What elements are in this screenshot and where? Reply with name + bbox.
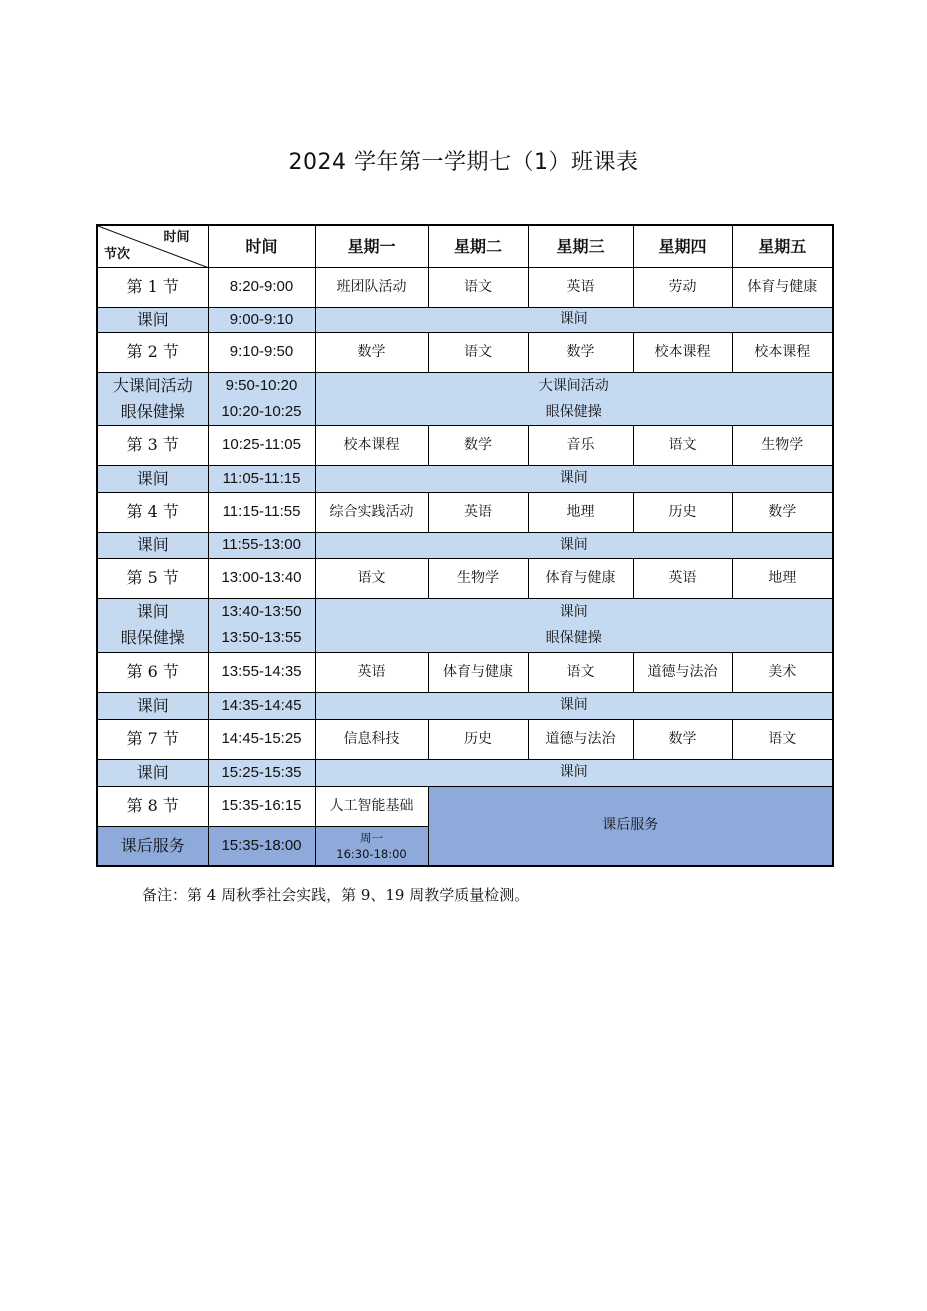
subject-cell: 英语: [633, 558, 732, 598]
timetable: [96, 224, 834, 867]
break-time: 11:55-13:00: [208, 532, 315, 558]
break-text: 课间: [315, 307, 833, 332]
footnote: 备注：第 4 周秋季社会实践，第 9、19 周教学质量检测。: [142, 886, 530, 904]
header-day: 星期二: [428, 225, 528, 267]
eye-break-label: [97, 598, 208, 652]
break-row: [97, 759, 833, 786]
subject-cell: 人工智能基础: [315, 786, 428, 826]
period-row: [97, 492, 833, 532]
after-school-time: 15:35-18:00: [208, 826, 315, 866]
break-row: [97, 532, 833, 558]
subject-cell: 历史: [633, 492, 732, 532]
subject-cell: 美术: [732, 652, 833, 692]
break-label: 课间: [97, 532, 208, 558]
period-row: [97, 652, 833, 692]
period-label: 第 8 节: [97, 786, 208, 826]
period-row: [97, 558, 833, 598]
subject-cell: 体育与健康: [428, 652, 528, 692]
subject-cell: 地理: [528, 492, 633, 532]
period-time: 10:25-11:05: [208, 425, 315, 465]
big-break-label-2: 眼保健操: [120, 401, 185, 421]
corner-cell: [97, 225, 208, 267]
break-label: 课间: [97, 759, 208, 786]
period-time: 14:45-15:25: [208, 719, 315, 759]
subject-cell: 数学: [315, 332, 428, 372]
period-time: 9:10-9:50: [208, 332, 315, 372]
big-break-text-1: 大课间活动: [538, 377, 609, 394]
subject-cell: 校本课程: [633, 332, 732, 372]
big-break-time-2: 10:20-10:25: [221, 402, 302, 420]
subject-cell: 体育与健康: [732, 267, 833, 307]
subject-cell: 生物学: [428, 558, 528, 598]
period-label: 第 6 节: [97, 652, 208, 692]
corner-period-label: 节次: [104, 246, 131, 262]
break-time: 15:25-15:35: [208, 759, 315, 786]
subject-cell: 历史: [428, 719, 528, 759]
big-break-time: [208, 372, 315, 425]
subject-cell: 语文: [428, 332, 528, 372]
subject-cell: 信息科技: [315, 719, 428, 759]
big-break-label-1: 大课间活动: [112, 375, 193, 395]
subject-cell: 数学: [528, 332, 633, 372]
subject-cell: 道德与法治: [633, 652, 732, 692]
after-school-label: 课后服务: [97, 826, 208, 866]
period-row: [97, 719, 833, 759]
subject-cell: 语文: [633, 425, 732, 465]
break-time: 11:05-11:15: [208, 465, 315, 492]
period-label: 第 4 节: [97, 492, 208, 532]
subject-cell: 道德与法治: [528, 719, 633, 759]
eye-break-time-1: 13:40-13:50: [221, 603, 302, 620]
break-label: 课间: [97, 692, 208, 719]
subject-cell: 体育与健康: [528, 558, 633, 598]
header-day: 星期一: [315, 225, 428, 267]
subject-cell: 数学: [428, 425, 528, 465]
after-school-monday: [315, 826, 428, 866]
subject-cell: 劳动: [633, 267, 732, 307]
subject-cell: 数学: [633, 719, 732, 759]
after-school-monday-day: 周一: [360, 830, 383, 845]
period-label: 第 5 节: [97, 558, 208, 598]
period-row: [97, 425, 833, 465]
subject-cell: 校本课程: [732, 332, 833, 372]
break-text: 课间: [315, 465, 833, 492]
eye-break-label-1: 课间: [136, 602, 169, 621]
period-label: 第 7 节: [97, 719, 208, 759]
period-label: 第 3 节: [97, 425, 208, 465]
corner-time-label: 时间: [163, 230, 190, 245]
subject-cell: 英语: [428, 492, 528, 532]
eye-break-text-2: 眼保健操: [545, 630, 602, 646]
break-text: 课间: [315, 532, 833, 558]
header-day: 星期五: [732, 225, 833, 267]
subject-cell: 语文: [732, 719, 833, 759]
period-time: 11:15-11:55: [208, 492, 315, 532]
subject-cell: 语文: [315, 558, 428, 598]
header-day: 星期三: [528, 225, 633, 267]
header-row: [97, 225, 833, 267]
subject-cell: 语文: [428, 267, 528, 307]
subject-cell: 地理: [732, 558, 833, 598]
big-break-text: [315, 372, 833, 425]
break-time: 14:35-14:45: [208, 692, 315, 719]
subject-cell: 英语: [528, 267, 633, 307]
period-label: 第 2 节: [97, 332, 208, 372]
period-time: 13:00-13:40: [208, 558, 315, 598]
break-time: 9:00-9:10: [208, 307, 315, 332]
break-label: 课间: [97, 465, 208, 492]
break-text: 课间: [315, 692, 833, 719]
header-time: 时间: [208, 225, 315, 267]
subject-cell: 综合实践活动: [315, 492, 428, 532]
period-time: 15:35-16:15: [208, 786, 315, 826]
period-row: [97, 267, 833, 307]
eye-exercise-row: [97, 598, 833, 652]
subject-cell: 班团队活动: [315, 267, 428, 307]
eye-break-time: [208, 598, 315, 652]
after-school-service-cell: 课后服务: [428, 786, 833, 866]
break-label: 课间: [97, 307, 208, 332]
eye-break-text: [315, 598, 833, 652]
subject-cell: 生物学: [732, 425, 833, 465]
big-break-text-2: 眼保健操: [545, 403, 602, 420]
break-text: 课间: [315, 759, 833, 786]
break-row: [97, 692, 833, 719]
big-break-row: [97, 372, 833, 425]
subject-cell: 校本课程: [315, 425, 428, 465]
period-label: 第 1 节: [97, 267, 208, 307]
period-time: 13:55-14:35: [208, 652, 315, 692]
subject-cell: 数学: [732, 492, 833, 532]
after-school-monday-time: 16:30-18:00: [336, 846, 407, 861]
eye-break-text-1: 课间: [559, 604, 588, 620]
subject-cell: 语文: [528, 652, 633, 692]
page-title: 2024 学年第一学期七（1）班课表: [288, 150, 639, 175]
header-day: 星期四: [633, 225, 732, 267]
subject-cell: 英语: [315, 652, 428, 692]
eye-break-time-2: 13:50-13:55: [221, 629, 302, 646]
break-row: [97, 307, 833, 332]
period-row: [97, 786, 833, 826]
break-row: [97, 465, 833, 492]
subject-cell: 音乐: [528, 425, 633, 465]
big-break-label: [97, 372, 208, 425]
eye-break-label-2: 眼保健操: [120, 628, 185, 647]
big-break-time-1: 9:50-10:20: [225, 376, 298, 394]
period-row: [97, 332, 833, 372]
period-time: 8:20-9:00: [208, 267, 315, 307]
